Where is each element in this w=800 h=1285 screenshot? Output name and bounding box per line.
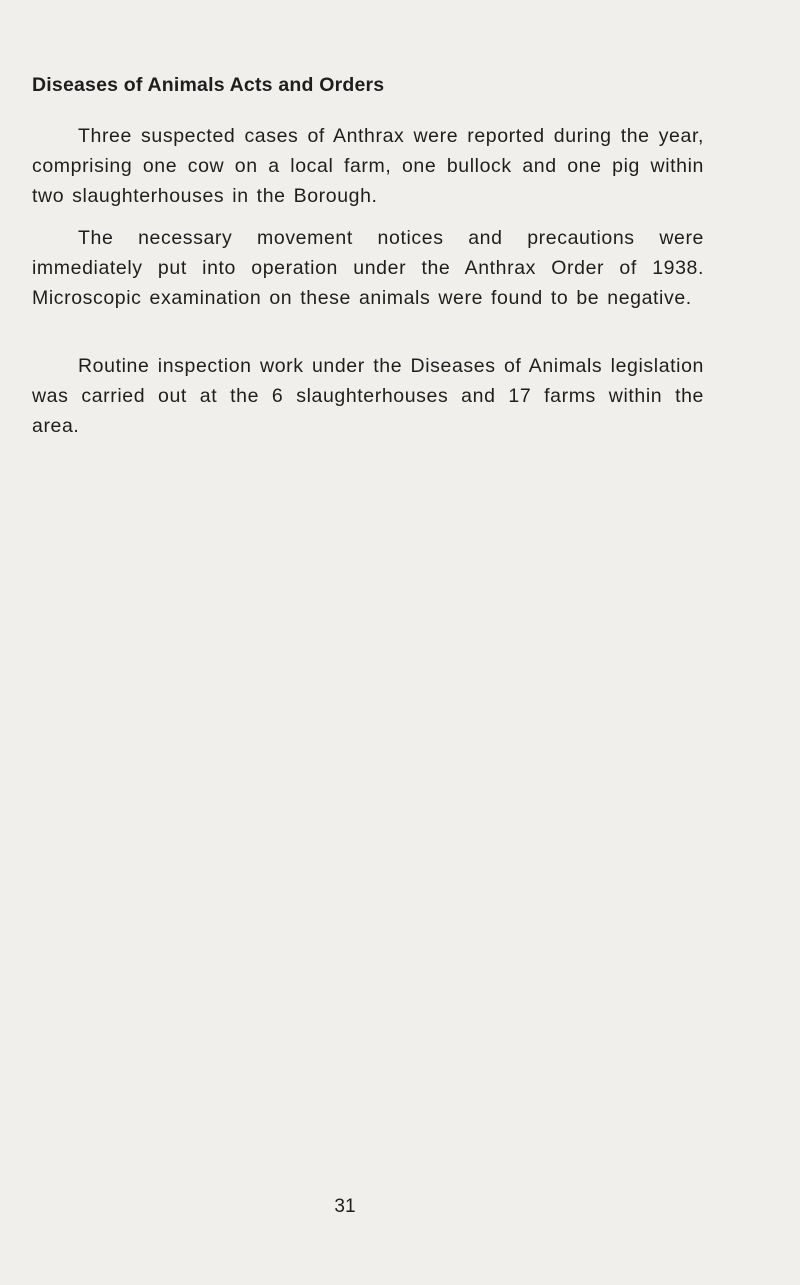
paragraph-routine-inspection: Routine inspection work under the Diseases of Animals legislation was carried out at the 6 slaughterhouses and 17 farms within the area.: [32, 355, 704, 437]
section-heading: Diseases of Animals Acts and Orders: [32, 74, 385, 96]
paragraph-precautions: The necessary movement notices and precautions were immediately put into operation under the Anthrax Order of 1938. Microscopic examination on these animals were found to be negative.: [32, 227, 704, 309]
page-number: 31: [334, 1196, 356, 1217]
paragraph-anthrax-cases: Three suspected cases of Anthrax were reported during the year, comprising one cow on a local farm, one bullock and one pig within two slaughterhouses in the Borough.: [32, 125, 704, 207]
